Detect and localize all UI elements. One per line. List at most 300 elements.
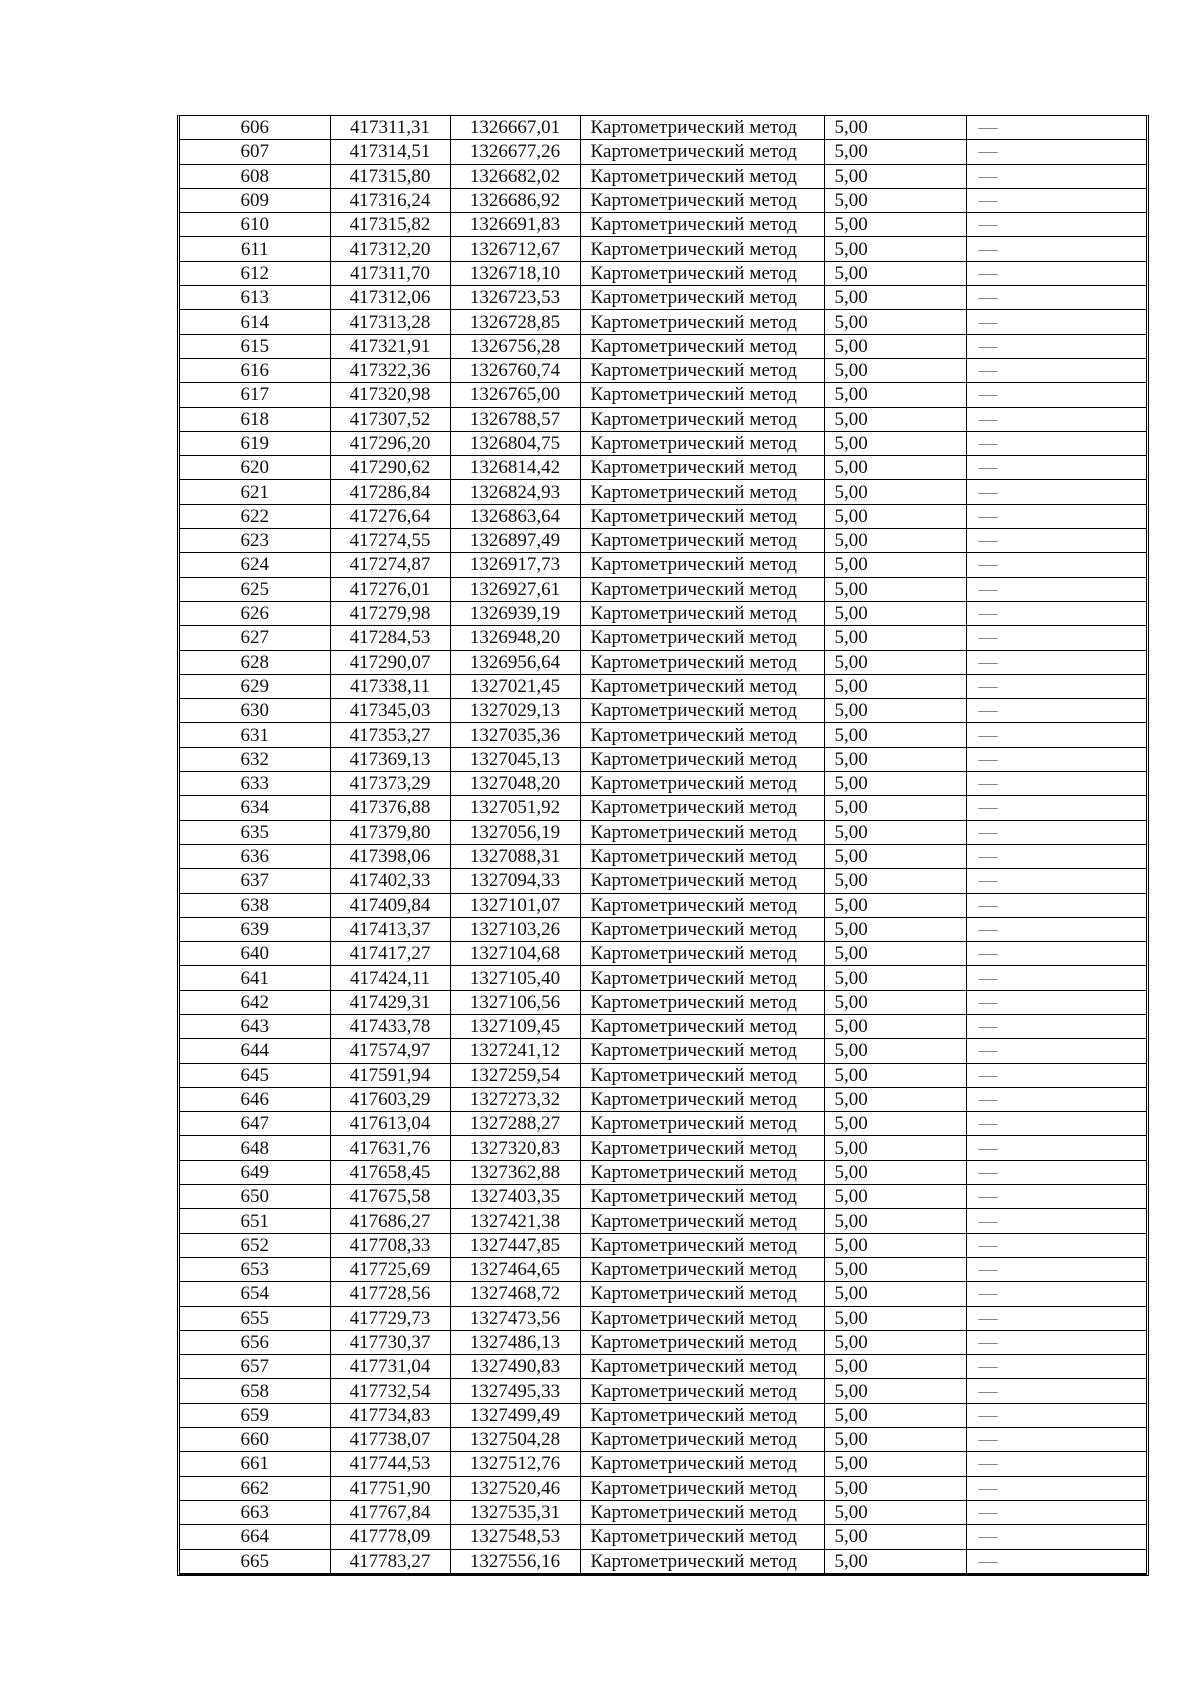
table-row [180, 674, 1146, 698]
y-coordinate-cell: 1327106,56 [450, 990, 580, 1014]
x-coordinate-cell: 417433,78 [330, 1014, 450, 1038]
method-cell: Картометрический метод [580, 650, 824, 674]
accuracy-cell: 5,00 [824, 1355, 966, 1379]
point-number-cell: 613 [180, 286, 330, 310]
accuracy-cell: 5,00 [824, 820, 966, 844]
method-cell: Картометрический метод [580, 820, 824, 844]
method-cell: Картометрический метод [580, 893, 824, 917]
description-cell: — [966, 1476, 1146, 1500]
y-coordinate-cell: 1326824,93 [450, 480, 580, 504]
method-cell: Картометрический метод [580, 1379, 824, 1403]
table-row [180, 917, 1146, 941]
method-cell: Картометрический метод [580, 1087, 824, 1111]
x-coordinate-cell: 417729,73 [330, 1306, 450, 1330]
point-number-cell: 631 [180, 723, 330, 747]
description-cell: — [966, 577, 1146, 601]
accuracy-cell: 5,00 [824, 116, 966, 140]
point-number-cell: 626 [180, 601, 330, 625]
x-coordinate-cell: 417603,29 [330, 1087, 450, 1111]
x-coordinate-cell: 417734,83 [330, 1403, 450, 1427]
table-row [180, 1160, 1146, 1184]
y-coordinate-cell: 1327403,35 [450, 1185, 580, 1209]
y-coordinate-cell: 1326939,19 [450, 601, 580, 625]
description-cell: — [966, 334, 1146, 358]
point-number-cell: 655 [180, 1306, 330, 1330]
table-row [180, 1185, 1146, 1209]
table-row [180, 261, 1146, 285]
y-coordinate-cell: 1327101,07 [450, 893, 580, 917]
x-coordinate-cell: 417314,51 [330, 140, 450, 164]
x-coordinate-cell: 417574,97 [330, 1039, 450, 1063]
accuracy-cell: 5,00 [824, 917, 966, 941]
accuracy-cell: 5,00 [824, 188, 966, 212]
method-cell: Картометрический метод [580, 237, 824, 261]
y-coordinate-cell: 1326667,01 [450, 116, 580, 140]
y-coordinate-cell: 1327094,33 [450, 869, 580, 893]
y-coordinate-cell: 1327490,83 [450, 1355, 580, 1379]
table-row [180, 747, 1146, 771]
x-coordinate-cell: 417613,04 [330, 1112, 450, 1136]
point-number-cell: 652 [180, 1233, 330, 1257]
accuracy-cell: 5,00 [824, 1476, 966, 1500]
y-coordinate-cell: 1327035,36 [450, 723, 580, 747]
y-coordinate-cell: 1327288,27 [450, 1112, 580, 1136]
y-coordinate-cell: 1327088,31 [450, 844, 580, 868]
method-cell: Картометрический метод [580, 1039, 824, 1063]
description-cell: — [966, 456, 1146, 480]
x-coordinate-cell: 417730,37 [330, 1330, 450, 1354]
x-coordinate-cell: 417316,24 [330, 188, 450, 212]
y-coordinate-cell: 1327362,88 [450, 1160, 580, 1184]
point-number-cell: 658 [180, 1379, 330, 1403]
point-number-cell: 621 [180, 480, 330, 504]
description-cell: — [966, 407, 1146, 431]
description-cell: — [966, 1355, 1146, 1379]
point-number-cell: 664 [180, 1525, 330, 1549]
table-row [180, 820, 1146, 844]
x-coordinate-cell: 417296,20 [330, 431, 450, 455]
table-row [180, 310, 1146, 334]
accuracy-cell: 5,00 [824, 334, 966, 358]
table-row [180, 164, 1146, 188]
description-cell: — [966, 140, 1146, 164]
point-number-cell: 614 [180, 310, 330, 334]
x-coordinate-cell: 417731,04 [330, 1355, 450, 1379]
table-row [180, 116, 1146, 140]
description-cell: — [966, 1428, 1146, 1452]
description-cell: — [966, 942, 1146, 966]
point-number-cell: 611 [180, 237, 330, 261]
point-number-cell: 619 [180, 431, 330, 455]
method-cell: Картометрический метод [580, 1428, 824, 1452]
accuracy-cell: 5,00 [824, 1306, 966, 1330]
y-coordinate-cell: 1326756,28 [450, 334, 580, 358]
point-number-cell: 661 [180, 1452, 330, 1476]
point-number-cell: 624 [180, 553, 330, 577]
method-cell: Картометрический метод [580, 1452, 824, 1476]
method-cell: Картометрический метод [580, 310, 824, 334]
method-cell: Картометрический метод [580, 942, 824, 966]
accuracy-cell: 5,00 [824, 383, 966, 407]
description-cell: — [966, 383, 1146, 407]
point-number-cell: 609 [180, 188, 330, 212]
description-cell: — [966, 1039, 1146, 1063]
y-coordinate-cell: 1326788,57 [450, 407, 580, 431]
y-coordinate-cell: 1327548,53 [450, 1525, 580, 1549]
accuracy-cell: 5,00 [824, 310, 966, 334]
accuracy-cell: 5,00 [824, 1039, 966, 1063]
table-row [180, 237, 1146, 261]
table-row [180, 1039, 1146, 1063]
x-coordinate-cell: 417413,37 [330, 917, 450, 941]
accuracy-cell: 5,00 [824, 869, 966, 893]
accuracy-cell: 5,00 [824, 1452, 966, 1476]
method-cell: Картометрический метод [580, 1160, 824, 1184]
method-cell: Картометрический метод [580, 1330, 824, 1354]
y-coordinate-cell: 1327468,72 [450, 1282, 580, 1306]
y-coordinate-cell: 1327520,46 [450, 1476, 580, 1500]
table-row [180, 844, 1146, 868]
table-row [180, 1112, 1146, 1136]
y-coordinate-cell: 1327486,13 [450, 1330, 580, 1354]
table-row [180, 1257, 1146, 1281]
table-row [180, 480, 1146, 504]
x-coordinate-cell: 417728,56 [330, 1282, 450, 1306]
x-coordinate-cell: 417591,94 [330, 1063, 450, 1087]
description-cell: — [966, 188, 1146, 212]
x-coordinate-cell: 417321,91 [330, 334, 450, 358]
y-coordinate-cell: 1327473,56 [450, 1306, 580, 1330]
point-number-cell: 622 [180, 504, 330, 528]
point-number-cell: 649 [180, 1160, 330, 1184]
y-coordinate-cell: 1326723,53 [450, 286, 580, 310]
point-number-cell: 650 [180, 1185, 330, 1209]
description-cell: — [966, 820, 1146, 844]
accuracy-cell: 5,00 [824, 1063, 966, 1087]
accuracy-cell: 5,00 [824, 1087, 966, 1111]
point-number-cell: 646 [180, 1087, 330, 1111]
method-cell: Картометрический метод [580, 699, 824, 723]
description-cell: — [966, 358, 1146, 382]
description-cell: — [966, 917, 1146, 941]
table-row [180, 286, 1146, 310]
y-coordinate-cell: 1327499,49 [450, 1403, 580, 1427]
point-number-cell: 607 [180, 140, 330, 164]
description-cell: — [966, 747, 1146, 771]
point-number-cell: 644 [180, 1039, 330, 1063]
y-coordinate-cell: 1327512,76 [450, 1452, 580, 1476]
method-cell: Картометрический метод [580, 334, 824, 358]
accuracy-cell: 5,00 [824, 1112, 966, 1136]
method-cell: Картометрический метод [580, 1525, 824, 1549]
accuracy-cell: 5,00 [824, 1525, 966, 1549]
x-coordinate-cell: 417424,11 [330, 966, 450, 990]
x-coordinate-cell: 417402,33 [330, 869, 450, 893]
y-coordinate-cell: 1327535,31 [450, 1500, 580, 1524]
accuracy-cell: 5,00 [824, 456, 966, 480]
method-cell: Картометрический метод [580, 1185, 824, 1209]
description-cell: — [966, 1306, 1146, 1330]
point-number-cell: 615 [180, 334, 330, 358]
x-coordinate-cell: 417311,70 [330, 261, 450, 285]
accuracy-cell: 5,00 [824, 553, 966, 577]
x-coordinate-cell: 417338,11 [330, 674, 450, 698]
point-number-cell: 623 [180, 529, 330, 553]
method-cell: Картометрический метод [580, 747, 824, 771]
x-coordinate-cell: 417658,45 [330, 1160, 450, 1184]
x-coordinate-cell: 417276,01 [330, 577, 450, 601]
y-coordinate-cell: 1326765,00 [450, 383, 580, 407]
y-coordinate-cell: 1327021,45 [450, 674, 580, 698]
method-cell: Картометрический метод [580, 577, 824, 601]
description-cell: — [966, 1549, 1146, 1573]
description-cell: — [966, 1014, 1146, 1038]
x-coordinate-cell: 417778,09 [330, 1525, 450, 1549]
point-number-cell: 665 [180, 1549, 330, 1573]
table-row [180, 1500, 1146, 1524]
table-row [180, 188, 1146, 212]
method-cell: Картометрический метод [580, 286, 824, 310]
x-coordinate-cell: 417276,64 [330, 504, 450, 528]
point-number-cell: 662 [180, 1476, 330, 1500]
y-coordinate-cell: 1326712,67 [450, 237, 580, 261]
table-row [180, 1209, 1146, 1233]
method-cell: Картометрический метод [580, 1549, 824, 1573]
y-coordinate-cell: 1326718,10 [450, 261, 580, 285]
point-number-cell: 657 [180, 1355, 330, 1379]
method-cell: Картометрический метод [580, 917, 824, 941]
method-cell: Картометрический метод [580, 1282, 824, 1306]
table-row [180, 626, 1146, 650]
table-row [180, 650, 1146, 674]
description-cell: — [966, 480, 1146, 504]
point-number-cell: 636 [180, 844, 330, 868]
x-coordinate-cell: 417290,62 [330, 456, 450, 480]
table-row [180, 893, 1146, 917]
point-number-cell: 660 [180, 1428, 330, 1452]
x-coordinate-cell: 417373,29 [330, 772, 450, 796]
method-cell: Картометрический метод [580, 1500, 824, 1524]
x-coordinate-cell: 417312,06 [330, 286, 450, 310]
point-number-cell: 654 [180, 1282, 330, 1306]
method-cell: Картометрический метод [580, 1233, 824, 1257]
point-number-cell: 632 [180, 747, 330, 771]
x-coordinate-cell: 417409,84 [330, 893, 450, 917]
method-cell: Картометрический метод [580, 601, 824, 625]
y-coordinate-cell: 1326677,26 [450, 140, 580, 164]
point-number-cell: 608 [180, 164, 330, 188]
accuracy-cell: 5,00 [824, 723, 966, 747]
x-coordinate-cell: 417686,27 [330, 1209, 450, 1233]
x-coordinate-cell: 417783,27 [330, 1549, 450, 1573]
x-coordinate-cell: 417315,80 [330, 164, 450, 188]
y-coordinate-cell: 1326760,74 [450, 358, 580, 382]
table-row [180, 1014, 1146, 1038]
description-cell: — [966, 1403, 1146, 1427]
method-cell: Картометрический метод [580, 1403, 824, 1427]
y-coordinate-cell: 1327320,83 [450, 1136, 580, 1160]
table-row [180, 529, 1146, 553]
description-cell: — [966, 504, 1146, 528]
method-cell: Картометрический метод [580, 358, 824, 382]
accuracy-cell: 5,00 [824, 1282, 966, 1306]
accuracy-cell: 5,00 [824, 650, 966, 674]
accuracy-cell: 5,00 [824, 893, 966, 917]
y-coordinate-cell: 1327421,38 [450, 1209, 580, 1233]
method-cell: Картометрический метод [580, 188, 824, 212]
accuracy-cell: 5,00 [824, 237, 966, 261]
y-coordinate-cell: 1326691,83 [450, 213, 580, 237]
y-coordinate-cell: 1326917,73 [450, 553, 580, 577]
point-number-cell: 635 [180, 820, 330, 844]
accuracy-cell: 5,00 [824, 480, 966, 504]
method-cell: Картометрический метод [580, 261, 824, 285]
table-row [180, 1452, 1146, 1476]
y-coordinate-cell: 1327464,65 [450, 1257, 580, 1281]
x-coordinate-cell: 417631,76 [330, 1136, 450, 1160]
table-row [180, 407, 1146, 431]
y-coordinate-cell: 1327048,20 [450, 772, 580, 796]
description-cell: — [966, 1500, 1146, 1524]
table-row [180, 1379, 1146, 1403]
description-cell: — [966, 1330, 1146, 1354]
method-cell: Картометрический метод [580, 1063, 824, 1087]
x-coordinate-cell: 417274,87 [330, 553, 450, 577]
table-row [180, 1549, 1146, 1573]
description-cell: — [966, 1160, 1146, 1184]
method-cell: Картометрический метод [580, 116, 824, 140]
accuracy-cell: 5,00 [824, 577, 966, 601]
description-cell: — [966, 844, 1146, 868]
y-coordinate-cell: 1327051,92 [450, 796, 580, 820]
method-cell: Картометрический метод [580, 431, 824, 455]
accuracy-cell: 5,00 [824, 1257, 966, 1281]
point-number-cell: 647 [180, 1112, 330, 1136]
y-coordinate-cell: 1327056,19 [450, 820, 580, 844]
description-cell: — [966, 286, 1146, 310]
table-row [180, 869, 1146, 893]
description-cell: — [966, 1525, 1146, 1549]
method-cell: Картометрический метод [580, 480, 824, 504]
table-row [180, 1355, 1146, 1379]
y-coordinate-cell: 1326863,64 [450, 504, 580, 528]
point-number-cell: 618 [180, 407, 330, 431]
coordinates-table [180, 116, 1146, 1574]
accuracy-cell: 5,00 [824, 261, 966, 285]
accuracy-cell: 5,00 [824, 431, 966, 455]
accuracy-cell: 5,00 [824, 1185, 966, 1209]
description-cell: — [966, 1209, 1146, 1233]
x-coordinate-cell: 417345,03 [330, 699, 450, 723]
accuracy-cell: 5,00 [824, 1233, 966, 1257]
point-number-cell: 651 [180, 1209, 330, 1233]
point-number-cell: 648 [180, 1136, 330, 1160]
accuracy-cell: 5,00 [824, 1403, 966, 1427]
description-cell: — [966, 966, 1146, 990]
method-cell: Картометрический метод [580, 1209, 824, 1233]
y-coordinate-cell: 1327045,13 [450, 747, 580, 771]
method-cell: Картометрический метод [580, 966, 824, 990]
accuracy-cell: 5,00 [824, 966, 966, 990]
description-cell: — [966, 237, 1146, 261]
point-number-cell: 638 [180, 893, 330, 917]
description-cell: — [966, 626, 1146, 650]
table-row [180, 1525, 1146, 1549]
x-coordinate-cell: 417376,88 [330, 796, 450, 820]
method-cell: Картометрический метод [580, 869, 824, 893]
y-coordinate-cell: 1326897,49 [450, 529, 580, 553]
description-cell: — [966, 116, 1146, 140]
method-cell: Картометрический метод [580, 553, 824, 577]
description-cell: — [966, 261, 1146, 285]
method-cell: Картометрический метод [580, 1306, 824, 1330]
description-cell: — [966, 772, 1146, 796]
accuracy-cell: 5,00 [824, 674, 966, 698]
point-number-cell: 663 [180, 1500, 330, 1524]
description-cell: — [966, 796, 1146, 820]
description-cell: — [966, 1379, 1146, 1403]
x-coordinate-cell: 417725,69 [330, 1257, 450, 1281]
coordinates-table-frame [177, 115, 1149, 1576]
description-cell: — [966, 601, 1146, 625]
accuracy-cell: 5,00 [824, 1160, 966, 1184]
accuracy-cell: 5,00 [824, 504, 966, 528]
table-row [180, 1233, 1146, 1257]
accuracy-cell: 5,00 [824, 699, 966, 723]
accuracy-cell: 5,00 [824, 164, 966, 188]
point-number-cell: 620 [180, 456, 330, 480]
point-number-cell: 633 [180, 772, 330, 796]
y-coordinate-cell: 1326956,64 [450, 650, 580, 674]
point-number-cell: 640 [180, 942, 330, 966]
description-cell: — [966, 869, 1146, 893]
point-number-cell: 653 [180, 1257, 330, 1281]
accuracy-cell: 5,00 [824, 1209, 966, 1233]
x-coordinate-cell: 417398,06 [330, 844, 450, 868]
accuracy-cell: 5,00 [824, 213, 966, 237]
accuracy-cell: 5,00 [824, 358, 966, 382]
accuracy-cell: 5,00 [824, 1549, 966, 1573]
table-row [180, 383, 1146, 407]
table-row [180, 1476, 1146, 1500]
point-number-cell: 639 [180, 917, 330, 941]
method-cell: Картометрический метод [580, 456, 824, 480]
table-row [180, 601, 1146, 625]
table-row [180, 966, 1146, 990]
x-coordinate-cell: 417320,98 [330, 383, 450, 407]
accuracy-cell: 5,00 [824, 1014, 966, 1038]
x-coordinate-cell: 417311,31 [330, 116, 450, 140]
description-cell: — [966, 723, 1146, 747]
x-coordinate-cell: 417274,55 [330, 529, 450, 553]
point-number-cell: 629 [180, 674, 330, 698]
x-coordinate-cell: 417313,28 [330, 310, 450, 334]
method-cell: Картометрический метод [580, 164, 824, 188]
table-row [180, 553, 1146, 577]
method-cell: Картометрический метод [580, 407, 824, 431]
point-number-cell: 642 [180, 990, 330, 1014]
y-coordinate-cell: 1326682,02 [450, 164, 580, 188]
description-cell: — [966, 1087, 1146, 1111]
y-coordinate-cell: 1326804,75 [450, 431, 580, 455]
method-cell: Картометрический метод [580, 626, 824, 650]
method-cell: Картометрический метод [580, 772, 824, 796]
point-number-cell: 610 [180, 213, 330, 237]
point-number-cell: 637 [180, 869, 330, 893]
accuracy-cell: 5,00 [824, 1136, 966, 1160]
y-coordinate-cell: 1326948,20 [450, 626, 580, 650]
y-coordinate-cell: 1326814,42 [450, 456, 580, 480]
